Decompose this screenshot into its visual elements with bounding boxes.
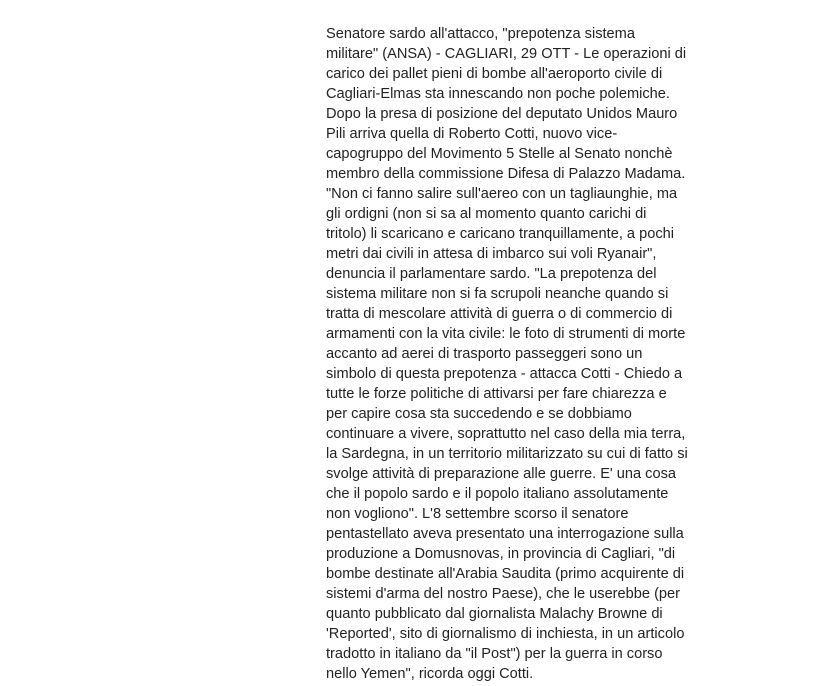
- article-line: "Non ci fanno salire sull'aereo con un tagliaunghie, ma: [326, 186, 678, 202]
- article-body: [326, 24, 711, 684]
- article-line: produzione a Domusnovas, in provincia di Cagliari, "di: [326, 546, 676, 562]
- article-line: sistema militare non si fa scrupoli neanche quando si: [326, 286, 669, 302]
- article-line: continuare a vivere, soprattutto nel caso della mia terra,: [326, 426, 686, 442]
- article-line: 'Reported', sito di giornalismo di inchiesta, in un articolo: [326, 626, 685, 642]
- article-line: bombe destinate all'Arabia Saudita (primo acquirente di: [326, 566, 685, 582]
- article-line: Dopo la presa di posizione del deputato Unidos Mauro: [326, 106, 678, 122]
- article-line: armamenti con la vita civile: le foto di strumenti di morte: [326, 326, 686, 342]
- article-line: militare" (ANSA) - CAGLIARI, 29 OTT - Le operazioni di: [326, 46, 687, 62]
- article-line: tutte le forze politiche di attivarsi per fare chiarezza e: [326, 386, 667, 402]
- article-line: pentastellato aveva presentato una interrogazione sulla: [326, 526, 684, 542]
- article-line: non vogliono". L'8 settembre scorso il senatore: [326, 506, 629, 522]
- article-line: denuncia il parlamentare sardo. "La prepotenza del: [326, 266, 657, 282]
- article-line: per capire cosa sta succedendo e se dobbiamo: [326, 406, 632, 422]
- article-line: tradotto in italiano da "il Post") per la guerra in corso: [326, 646, 663, 662]
- article-line: sistemi d'arma del nostro Paese), che le userebbe (per: [326, 586, 681, 602]
- article-line: accanto ad aerei di trasporto passeggeri sono un: [326, 346, 643, 362]
- article-line: Cagliari-Elmas sta innescando non poche polemiche.: [326, 86, 670, 102]
- article-line: gli ordigni (non si sa al momento quanto carichi di: [326, 206, 647, 222]
- article-line: Pili arriva quella di Roberto Cotti, nuovo vice-: [326, 126, 618, 142]
- article-line: capogruppo del Movimento 5 Stelle al Senato nonchè: [326, 146, 673, 162]
- article-line: la Sardegna, in un territorio militarizzato su cui di fatto si: [326, 446, 688, 462]
- article-line: metri dai civili in attesa di imbarco sui voli Ryanair",: [326, 246, 657, 262]
- article-line: tratta di mescolare attività di guerra o di commercio di: [326, 306, 673, 322]
- article-line: carico dei pallet pieni di bombe all'aeroporto civile di: [326, 66, 663, 82]
- article-line: Senatore sardo all'attacco, "prepotenza sistema: [326, 26, 635, 42]
- article-line: quanto pubblicato dal giornalista Malachy Browne di: [326, 606, 663, 622]
- article-line: svolge attività di preparazione alle guerre. E' una cosa: [326, 466, 677, 482]
- article-line: nello Yemen", ricorda oggi Cotti.: [326, 666, 534, 682]
- article-line: simbolo di questa prepotenza - attacca Cotti - Chiedo a: [326, 366, 683, 382]
- article-line: membro della commissione Difesa di Palazzo Madama.: [326, 166, 686, 182]
- article-line: tritolo) li scaricano e caricano tranquillamente, a pochi: [326, 226, 674, 242]
- article-line: che il popolo sardo e il popolo italiano assolutamente: [326, 486, 669, 502]
